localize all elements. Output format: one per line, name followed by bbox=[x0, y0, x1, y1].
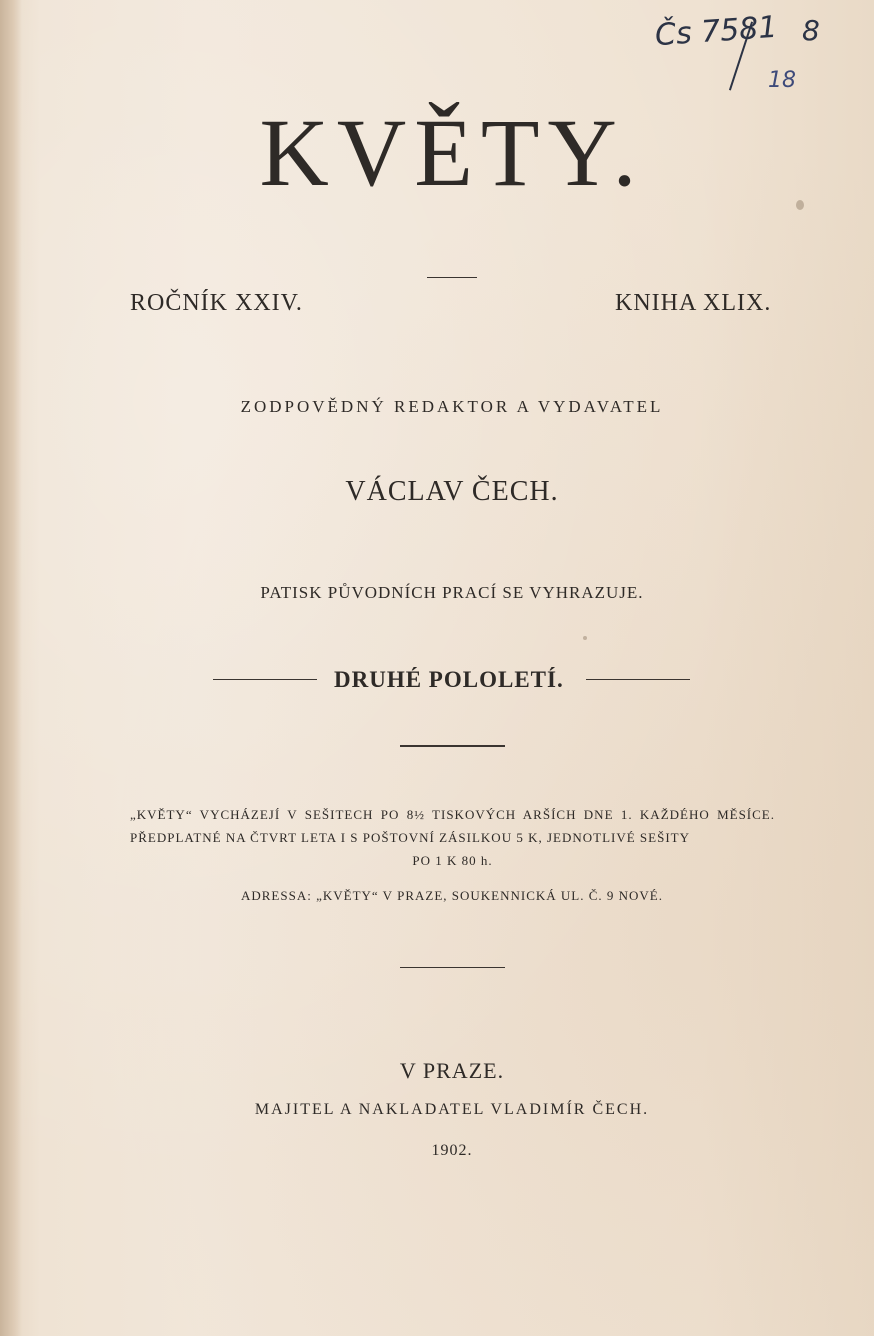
editor-label: ZODPOVĚDNÝ REDAKTOR A VYDAVATEL bbox=[240, 397, 664, 416]
address-line: ADRESSA: „KVĚTY“ V PRAZE, SOUKENNICKÁ UL. Č. 9 NOVÉ. bbox=[240, 888, 664, 903]
info-line-1: „KVĚTY“ VYCHÁZEJÍ V SEŠITECH PO 8½ TISKOVÝCH ARŠÍCH DNE 1. KAŽDÉHO MĚSÍCE. bbox=[130, 807, 775, 822]
book-label: KNIHA XLIX. bbox=[615, 290, 772, 316]
publisher-line: MAJITEL A NAKLADATEL VLADIMÍR ČECH. bbox=[254, 1101, 650, 1118]
place-of-publication: V PRAZE. bbox=[399, 1058, 505, 1083]
section-rule-2 bbox=[400, 967, 505, 968]
journal-title: KVĚTY. bbox=[259, 99, 645, 206]
info-line-2: PŘEDPLATNÉ NA ČTVRT LETA I S POŠTOVNÍ ZÁSILKOU 5 K, JEDNOTLIVÉ SEŠITY bbox=[130, 830, 690, 845]
half-year-label: DRUHÉ POLOLETÍ. bbox=[334, 667, 564, 692]
editor-name: VÁCLAV ČECH. bbox=[345, 476, 559, 507]
paper-stain bbox=[796, 200, 804, 210]
handwritten-number-right: 8 bbox=[802, 14, 820, 47]
half-year-rule-left bbox=[213, 679, 317, 680]
section-rule-1 bbox=[400, 745, 505, 747]
paper-speck bbox=[583, 636, 587, 640]
info-line-3: PO 1 K 80 h. bbox=[412, 853, 493, 868]
title-rule bbox=[427, 277, 477, 278]
subscription-info bbox=[130, 803, 775, 872]
volume-label: ROČNÍK XXIV. bbox=[130, 290, 303, 316]
reprint-notice: PATISK PŮVODNÍCH PRACÍ SE VYHRAZUJE. bbox=[260, 583, 644, 602]
publication-year: 1902. bbox=[431, 1142, 473, 1159]
half-year-rule-right bbox=[586, 679, 690, 680]
handwritten-shelfmark: Čs 7581 bbox=[653, 9, 779, 54]
handwritten-number-below: 18 bbox=[768, 68, 796, 93]
